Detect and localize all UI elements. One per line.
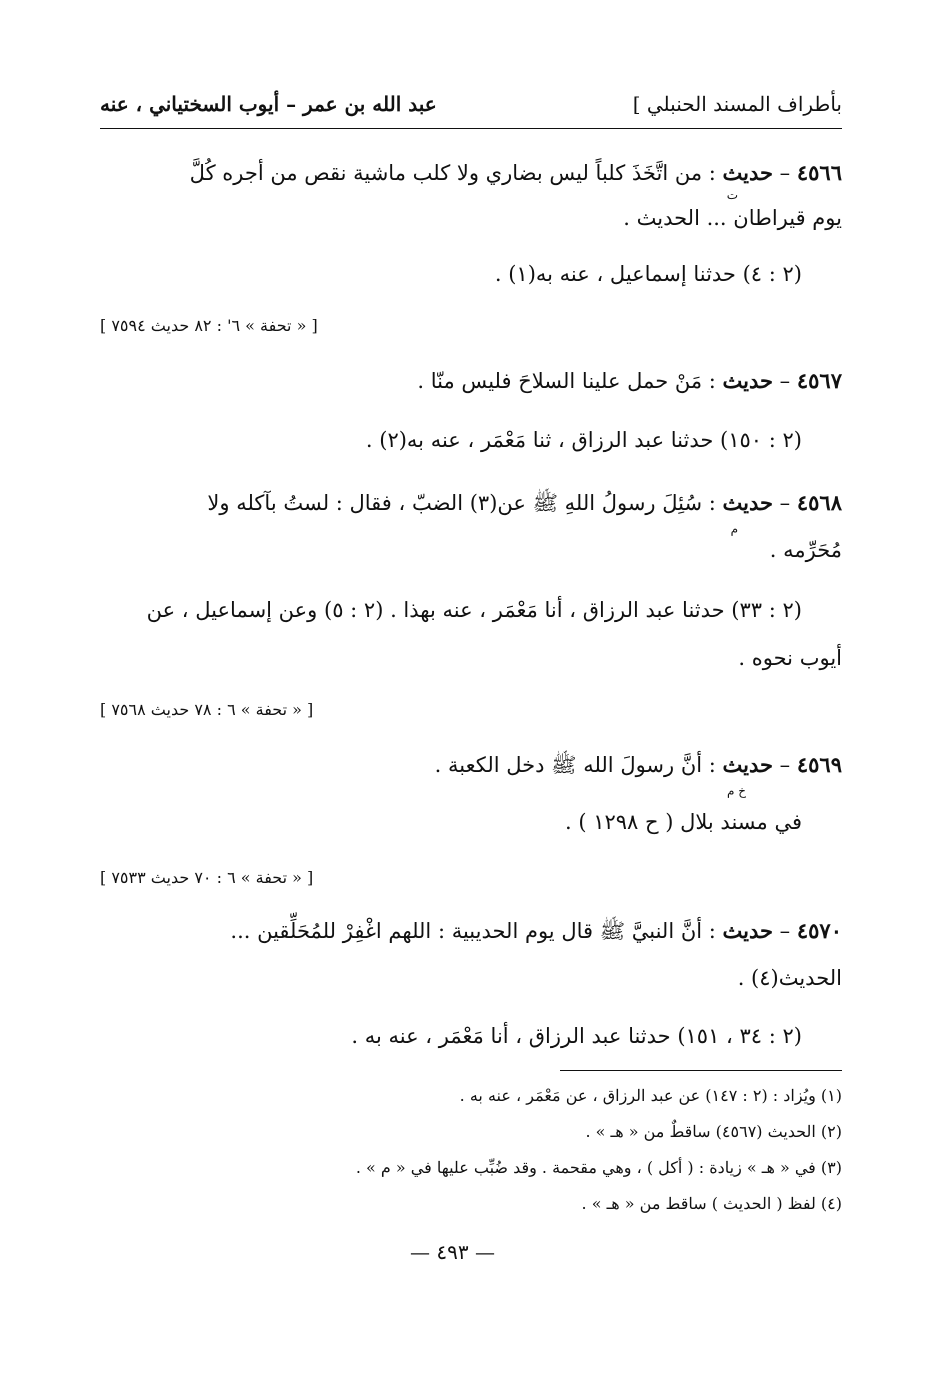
hadith-entry-4566-line2: يوم قيراطان ... الحديث . bbox=[623, 206, 842, 230]
hadith-label: حديث bbox=[722, 160, 773, 185]
hadith-entry-4568-line2: مُحَرِّمه . bbox=[769, 538, 842, 562]
footnote-4: (٤) لفظ ( الحديث ) ساقط من « هـ » . bbox=[581, 1194, 842, 1213]
tuhfa-reference: [ « تحفة » ٦' : ٨٢ حديث ٧٥٩٤ ] bbox=[100, 316, 318, 335]
hadith-label: حديث bbox=[722, 368, 773, 393]
hadith-number: ٤٥٦٩ bbox=[796, 752, 842, 777]
hadith-number: ٤٥٦٨ bbox=[796, 490, 842, 515]
running-header-left: عبد الله بن عمر – أيوب السختياني ، عنه bbox=[100, 92, 437, 116]
page-number: — ٤٩٣ — bbox=[410, 1240, 495, 1264]
hadith-label: حديث bbox=[722, 918, 773, 943]
dash-separator: – bbox=[773, 753, 791, 777]
hadith-source: (٢ : ١٥٠) حدثنا عبد الرزاق ، ثنا مَعْمَر ، عنه به(٢) . bbox=[365, 428, 802, 452]
dash-separator: – bbox=[773, 369, 791, 393]
hadith-entry-4570-line1 bbox=[230, 918, 842, 944]
footnote-3: (٣) في « هـ » زيادة : ( أكل ) ، وهي مقحمة . وقد ضُبِّب عليها في « م » . bbox=[355, 1158, 842, 1177]
hadith-text: : أنَّ النبيَّ ﷺ قال يوم الحديبية : اللهم اغْفِرْ للمُحَلِّقين ... bbox=[230, 919, 723, 943]
dash-separator: – bbox=[773, 491, 791, 515]
hadith-text: : من اتَّخَذَ كلباً ليس بضاري ولا كلب ماشية نقص من أجره كُلَّ bbox=[189, 161, 723, 185]
hadith-text: : أنَّ رسولَ الله ﷺ دخل الكعبة . bbox=[434, 753, 723, 777]
tuhfa-reference: [ « تحفة » ٦ : ٧٨ حديث ٧٥٦٨ ] bbox=[100, 700, 314, 719]
hadith-number: ٤٥٧٠ bbox=[796, 918, 842, 943]
hadith-source: (٢ : ٣٣) حدثنا عبد الرزاق ، أنا مَعْمَر ، عنه بهذا . (٢ : ٥) وعن إسماعيل ، عن bbox=[146, 598, 802, 622]
dash-separator: – bbox=[773, 919, 791, 943]
hadith-source: (٢ : ٣٤ ، ١٥١) حدثنا عبد الرزاق ، أنا مَعْمَر ، عنه به . bbox=[351, 1024, 802, 1048]
footnote-2: (٢) الحديث (٤٥٦٧) ساقطٌ من « هـ » . bbox=[585, 1122, 842, 1141]
hadith-label: حديث bbox=[722, 490, 773, 515]
hadith-text: : سُئِلَ رسولُ اللهِ ﷺ عن(٣) الضبّ ، فقال : لستُ بآكله ولا bbox=[207, 491, 723, 515]
hadith-number: ٤٥٦٦ bbox=[796, 160, 842, 185]
hadith-entry-4566-line1 bbox=[190, 160, 842, 186]
hadith-entry-4570-line2: الحديث(٤) . bbox=[737, 966, 842, 990]
hadith-entry-4567-line1 bbox=[417, 368, 842, 394]
footnote-1: (١) ويُزاد : (٢ : ١٤٧) عن عبد الرزاق ، عن مَعْمَر ، عنه به . bbox=[459, 1086, 842, 1105]
narrator-mark: م bbox=[730, 522, 738, 536]
hadith-label: حديث bbox=[722, 752, 773, 777]
hadith-source: في مسند بلال ( ح ١٢٩٨ ) . bbox=[565, 810, 802, 834]
hadith-entry-4569-line1 bbox=[435, 752, 842, 778]
narrator-mark: ت bbox=[726, 188, 738, 202]
hadith-entry-4568-line1 bbox=[207, 490, 842, 516]
hadith-number: ٤٥٦٧ bbox=[796, 368, 842, 393]
hadith-source: (٢ : ٤) حدثنا إسماعيل ، عنه به(١) . bbox=[494, 262, 802, 286]
dash-separator: – bbox=[773, 161, 791, 185]
narrator-mark: خ م bbox=[727, 784, 746, 798]
hadith-text: : مَنْ حمل علينا السلاحَ فليس منّا . bbox=[417, 369, 723, 393]
hadith-source-cont: أيوب نحوه . bbox=[738, 646, 842, 670]
running-header-right: بأطراف المسند الحنبلي ] bbox=[632, 92, 842, 116]
header-rule bbox=[100, 128, 842, 129]
tuhfa-reference: [ « تحفة » ٦ : ٧٠ حديث ٧٥٣٣ ] bbox=[100, 868, 314, 887]
footnote-rule bbox=[560, 1070, 842, 1071]
